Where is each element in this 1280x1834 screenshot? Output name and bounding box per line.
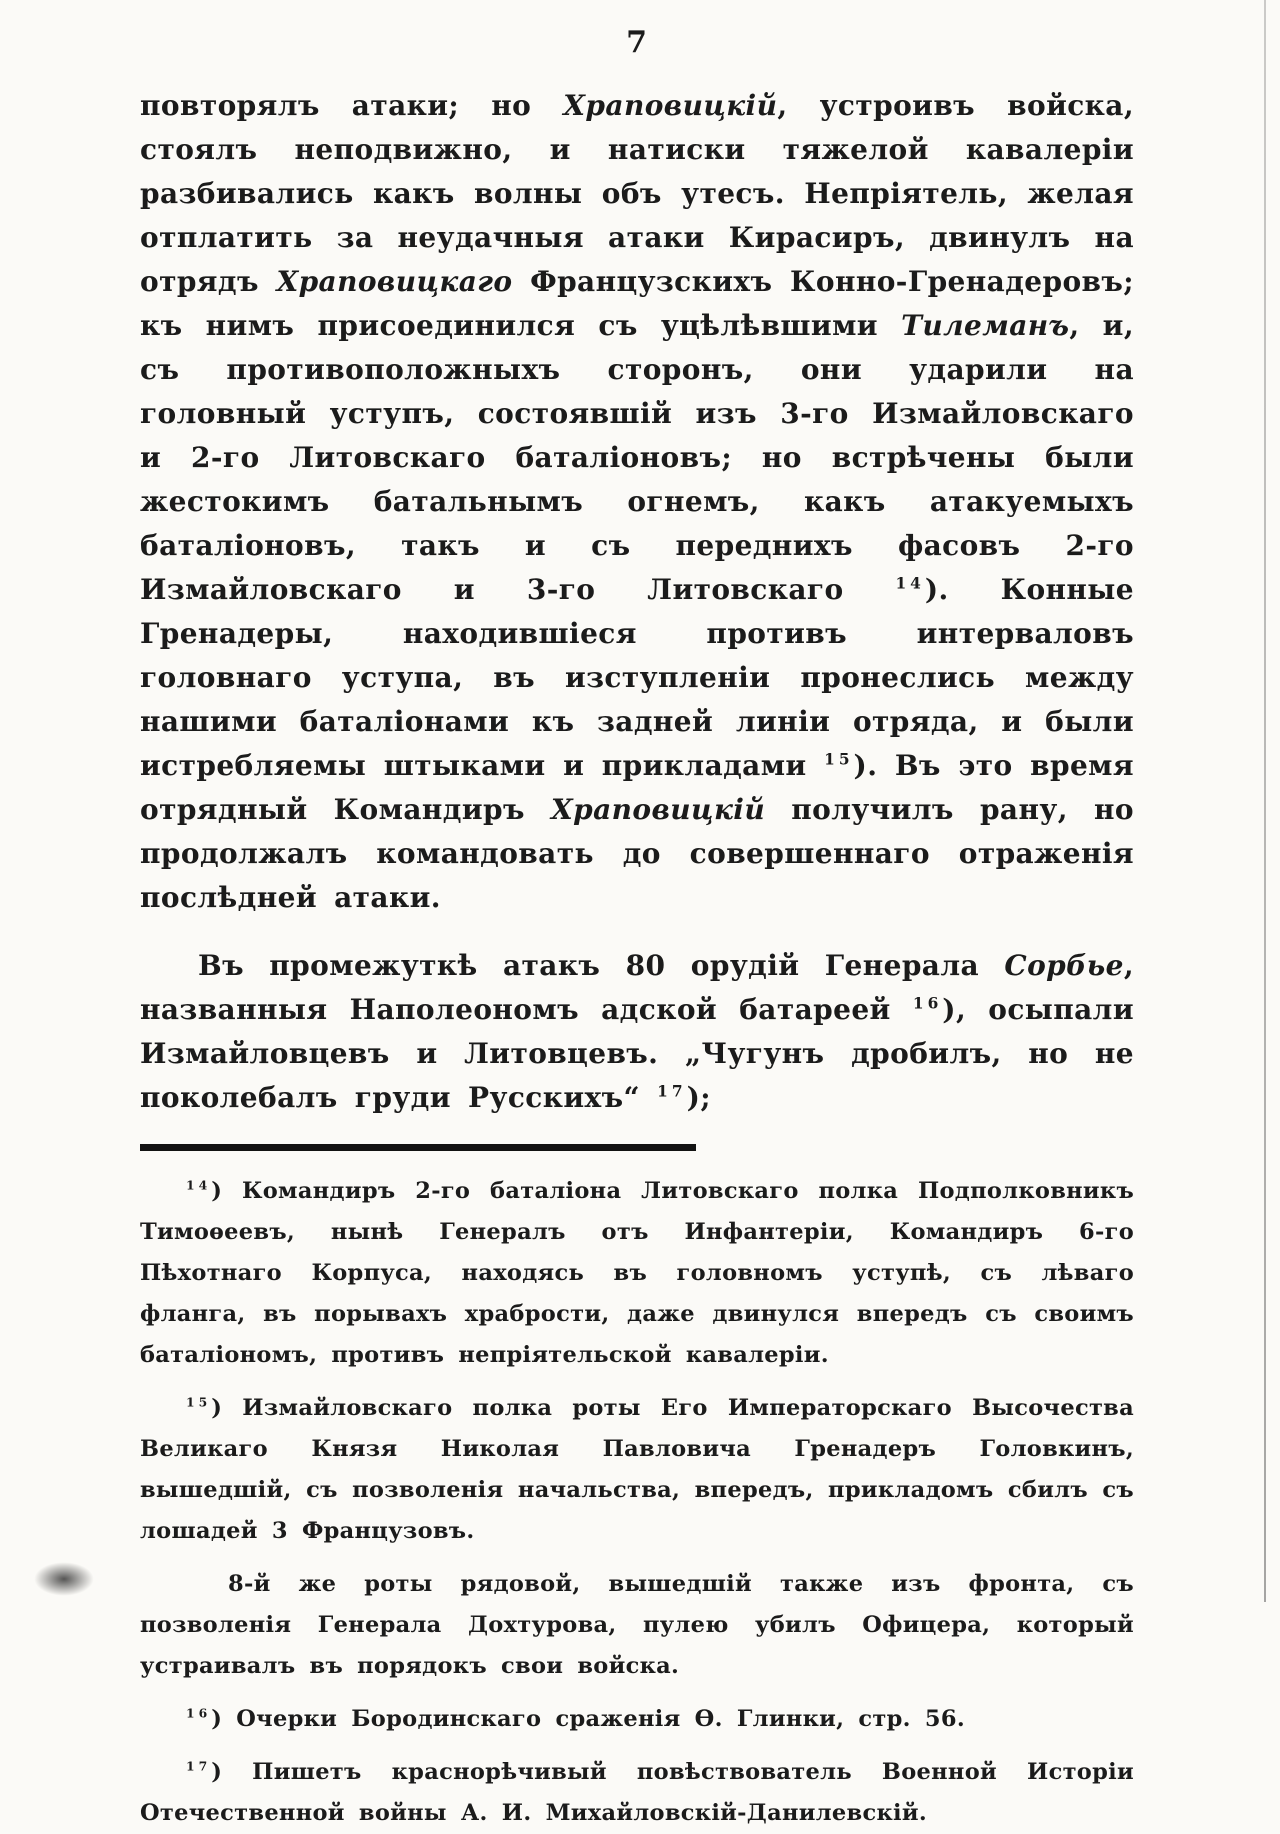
footnote-ref: 17 [186, 1758, 212, 1774]
paragraph [140, 84, 1134, 920]
text-run: , устроивъ войска, стоялъ неподвижно, и натиски тяжелой кавалеріи разбивались какъ волны объ утесъ. Непріятель, желая отплатить за неудачныя атаки Кирасиръ, двинулъ на отрядъ [140, 89, 1134, 298]
main-text-block [140, 84, 1134, 1120]
proper-name-italic: Храповицкій [563, 89, 778, 122]
footnote-separator [140, 1144, 696, 1151]
footnote-ref: 15 [824, 750, 854, 769]
text-run: , названныя Наполеономъ адской батареей [140, 949, 1134, 1026]
text-run: Французскихъ Конно-Гренадеровъ; къ нимъ присоединился съ уцѣлѣвшими [140, 265, 1134, 342]
footnote-ref: 16 [912, 994, 943, 1013]
text-run: ), осыпали Измайловцевъ и Литовцевъ. „Чугунъ дробилъ, но не поколебалъ груди Русскихъ“ [140, 993, 1134, 1114]
text-run: ). Въ это время отрядный Командиръ [140, 749, 1134, 826]
text-run: ); [686, 1081, 711, 1114]
footnote [140, 1752, 1134, 1834]
scan-page-edge-shadow [1264, 0, 1266, 1602]
proper-name-italic: Храповицкаго [276, 265, 513, 298]
text-run: получилъ рану, но продолжалъ командовать до совершеннаго отраженія послѣдней атаки. [140, 793, 1134, 914]
text-run: Въ промежуткѣ атакъ 80 орудій Генерала [198, 949, 1005, 982]
proper-name-italic: Храповицкій [551, 793, 766, 826]
page-number: 7 [626, 25, 648, 60]
footnote [140, 1171, 1134, 1376]
footnote [140, 1388, 1134, 1552]
footnote-ref: 14 [186, 1177, 212, 1193]
footnote-ref: 16 [186, 1705, 212, 1721]
text-run: ) Измайловскаго полка роты Его Императорскаго Высочества Великаго Князя Николая Павловича Гренадеръ Головкинъ, вышедшій, съ позволенія начальства, впередъ, прикладомъ сбилъ съ лошадей 3 Французовъ. [140, 1395, 1134, 1544]
footnote-ref: 15 [186, 1394, 212, 1410]
footnote [140, 1699, 1134, 1740]
footnote-ref: 17 [657, 1082, 687, 1101]
text-run: 8-й же роты рядовой, вышедшій также изъ фронта, съ позволенія Генерала Дохтурова, пулею убилъ Офицера, который устраивалъ въ порядокъ свои войска. [140, 1571, 1134, 1679]
text-run: ) Командиръ 2-го баталіона Литовскаго полка Подполковникъ Тимоѳеевъ, нынѣ Генералъ отъ Инфантеріи, Командиръ 6-го Пѣхотнаго Корпуса, находясь въ головномъ уступѣ, съ лѣваго фланга, въ порывахъ храбрости, даже двинулся впередъ съ своимъ баталіономъ, противъ непріятельской кавалеріи. [140, 1178, 1134, 1368]
proper-name-italic: Тилеманъ [901, 309, 1070, 342]
footnote [140, 1564, 1134, 1687]
scan-corner-smudge [34, 1562, 94, 1596]
paragraph [140, 944, 1134, 1120]
text-run: , и, съ противоположныхъ сторонъ, они ударили на головный уступъ, состоявшій изъ 3-го Измайловскаго и 2-го Литовскаго баталіоновъ; но встрѣчены были жестокимъ батальнымъ огнемъ, какъ атакуемыхъ баталіоновъ, такъ и съ переднихъ фасовъ 2-го Измайловскаго и 3-го Литовскаго [140, 309, 1134, 606]
footnotes-block [140, 1171, 1134, 1834]
text-run: ) Очерки Бородинскаго сраженія Ѳ. Глинки, стр. 56. [211, 1706, 965, 1732]
footnote-ref: 14 [895, 574, 925, 593]
proper-name-italic: Сорбье [1004, 949, 1124, 982]
text-run: ) Пишетъ краснорѣчивый повѣствователь Военной Исторіи Отечественной войны А. И. Михайловскій-Данилевскій. [140, 1759, 1134, 1826]
text-run: ). Конные Гренадеры, находившіеся противъ интерваловъ головнаго уступа, въ изступленіи пронеслись между нашими баталіонами къ задней линіи отряда, и были истребляемы штыками и прикладами [140, 573, 1134, 782]
text-run: повторялъ атаки; но [140, 89, 564, 122]
